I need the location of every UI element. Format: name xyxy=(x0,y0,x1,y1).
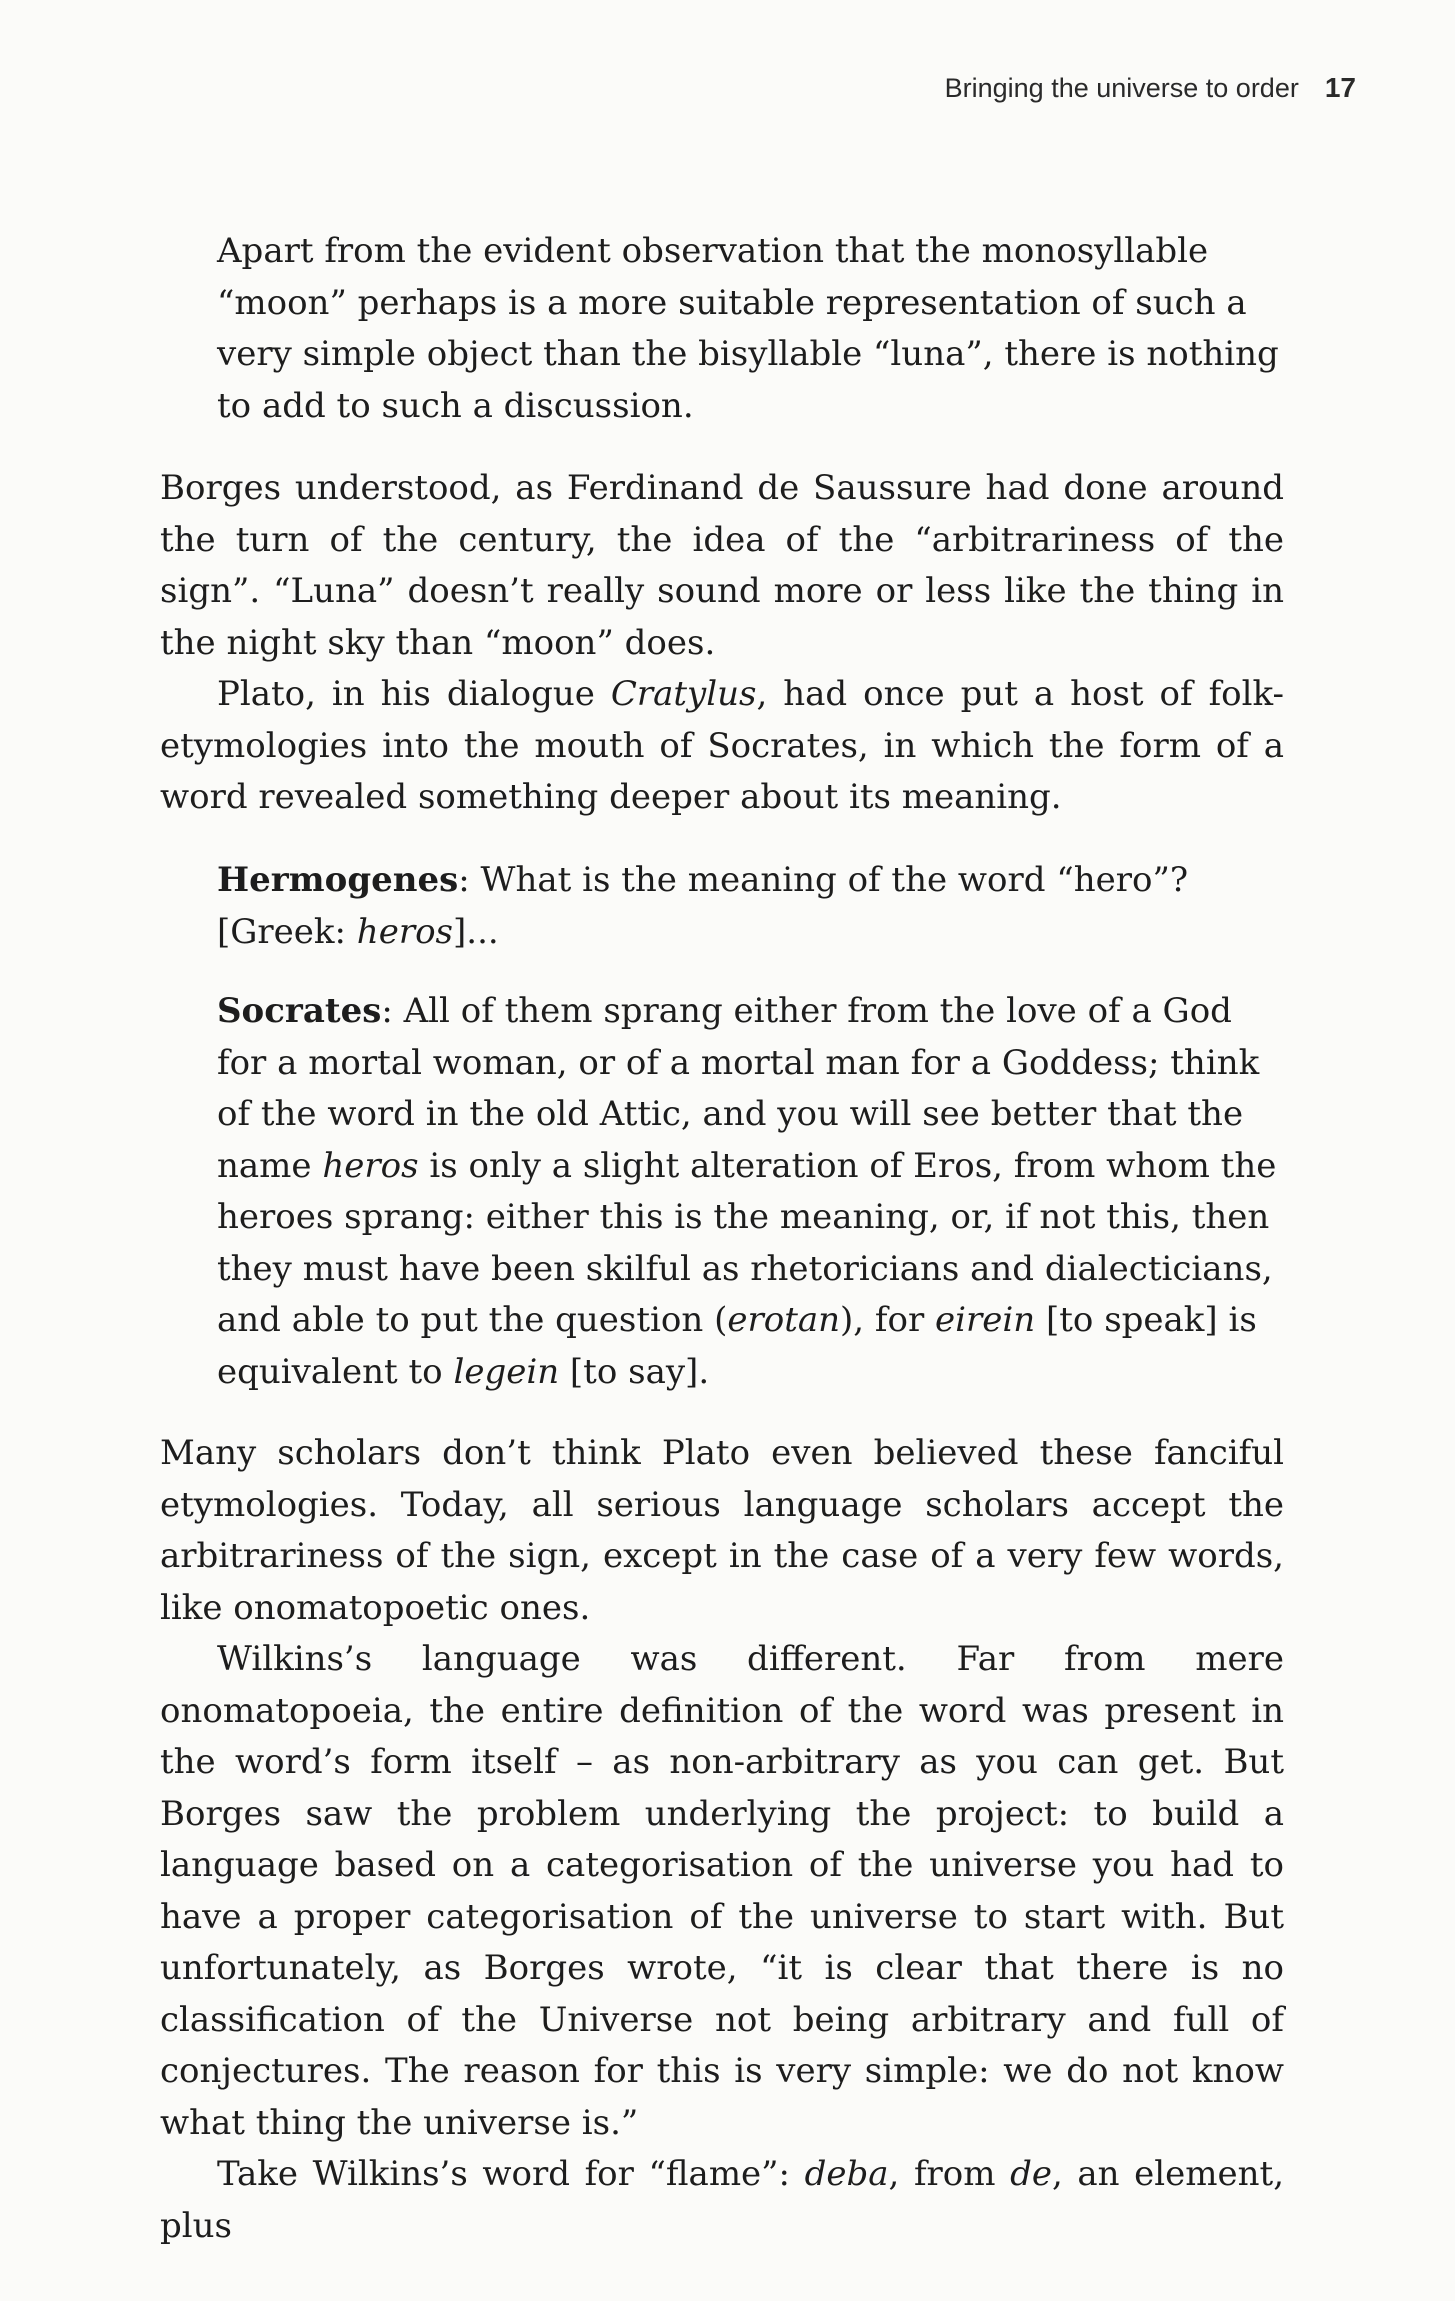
speaker-socrates: Socrates xyxy=(217,991,382,1031)
paragraph-borges-saussure: Borges understood, as Ferdinand de Saussure had done around the turn of the century, the idea of the “arbitrariness of the sign”. “Luna” doesn’t really sound more or less like the thing in the night sky than “moon” does. xyxy=(160,468,1284,663)
cratylus-title: Cratylus xyxy=(610,674,757,714)
paragraph-plato-cratylus: Plato, in his dialogue Cratylus, had once put a host of folk-etymologies into the mouth of Socrates, in which the form of a word revealed something deeper about its meaning. xyxy=(160,674,1284,817)
running-title: Bringing the universe to order xyxy=(944,73,1299,103)
paragraph-flame: Take Wilkins’s word for “flame”: deba, from de, an element, plus xyxy=(160,2154,1284,2246)
speaker-hermogenes: Hermogenes xyxy=(217,860,459,900)
paragraph-wilkins-language: Wilkins’s language was different. Far from mere onomatopoeia, the entire definition of the word was present in the word’s form itself – as non-arbitrary as you can get. But Borges saw the problem underlying the project: to build a language based on a categorisation of the universe you had to have a proper categorisation of the universe to start with. But unfortunately, as Borges wrote, “it is clear that there is no classification of the Universe not being arbitrary and full of conjectures. The reason for this is very simple: we do not know what thing the universe is.” xyxy=(160,1639,1284,2143)
main-text-section-1 xyxy=(160,463,1284,824)
quote-text: Apart from the evident observation that the monosyllable “moon” perhaps is a more suitable representation of such a very simple object than the bisyllable “luna”, there is nothing to add to such a discussion. xyxy=(217,231,1279,426)
dialogue-hermogenes xyxy=(217,855,1282,958)
block-quote-borges xyxy=(217,226,1282,432)
dialogue-line: Hermogenes: What is the meaning of the word “hero”? [Greek: heros]... xyxy=(217,860,1189,952)
main-text-section-2 xyxy=(160,1428,1284,2252)
running-header xyxy=(945,72,1356,104)
paragraph-plato-scholars: Many scholars don’t think Plato even believed these fanciful etymologies. Today, all serious language scholars accept the arbitrariness of the sign, except in the case of a very few words, like onomatopoetic ones. xyxy=(160,1433,1284,1628)
page-number: 17 xyxy=(1324,72,1356,103)
dialogue-line: Socrates: All of them sprang either from the love of a God for a mortal woman, or of a mortal man for a Goddess; think of the word in the old Attic, and you will see better that the name heros is only a slight alteration of Eros, from whom the heroes sprang: either this is the meaning, or, if not this, then they must have been skilful as rhetoricians and dialecticians, and able to put the question (erotan), for eirein [to speak] is equivalent to legein [to say]. xyxy=(217,991,1277,1392)
dialogue-socrates xyxy=(217,986,1282,1398)
